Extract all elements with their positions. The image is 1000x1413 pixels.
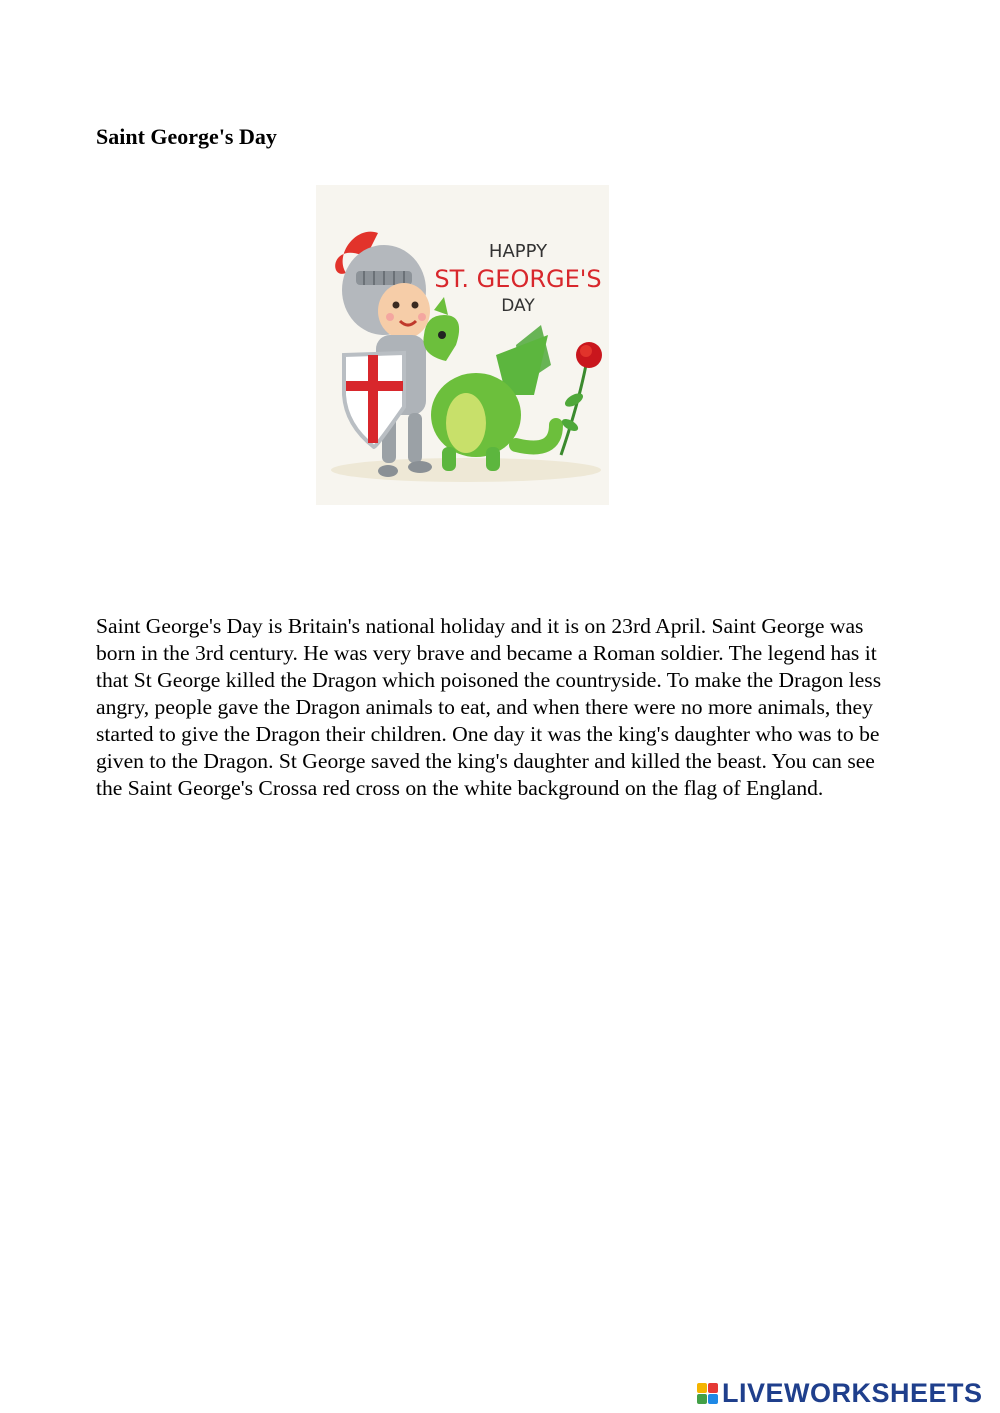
- card-text-st-georges: ST. GEORGE'S: [434, 265, 602, 293]
- card-text-happy: HAPPY: [488, 241, 548, 262]
- logo-text: LIVEWORKSHEETS: [722, 1377, 983, 1408]
- body-paragraph: Saint George's Day is Britain's national holiday and it is on 23rd April. Saint George was born in the 3rd century. He was very brave and became a Roman soldier. The legend has it that St George killed the Dragon which poisoned the countryside. To make the Dragon less angry, people gave the Dragon animals to eat, and when there were no more animals, they started to give the Dragon their children. One day it was the king's daughter who was to be given to the Dragon. St George saved the king's daughter and killed the beast. You can see the Saint George's Crossa red cross on the white background on the flag of England.: [96, 614, 882, 800]
- liveworksheets-logo[interactable]: [697, 1378, 983, 1408]
- page-title: Saint George's Day: [96, 124, 277, 149]
- liveworksheets-logo-icon: [697, 1383, 718, 1404]
- card-text-day: DAY: [501, 296, 535, 316]
- knight-and-dragon-illustration: [316, 185, 609, 505]
